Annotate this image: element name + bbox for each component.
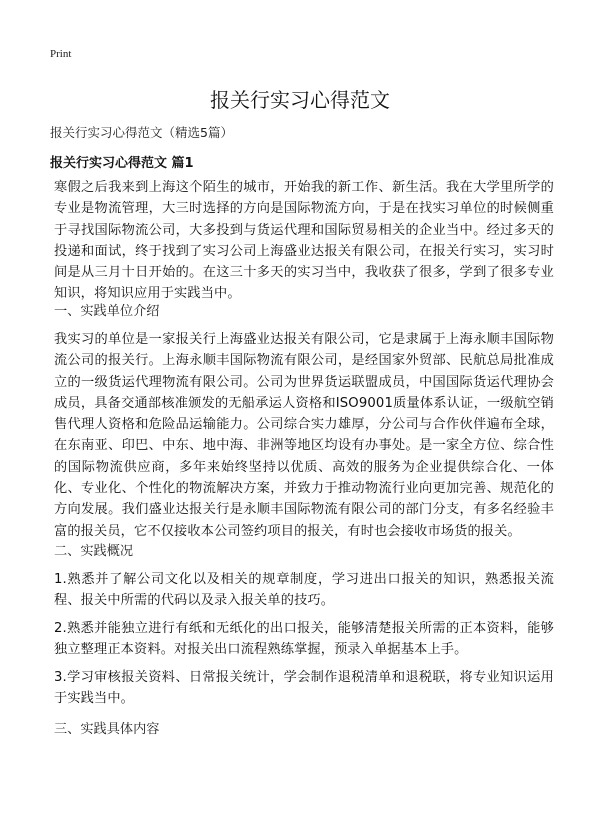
unit-intro-paragraph: 我实习的单位是一家报关行上海盛业达报关有限公司，它是隶属于上海永顺丰国际物流公司的报关行。上海永顺丰国际物流有限公司，是经国家外贸部、民航总局批准成立的一级货运代理物流有限公司。公司为世界货运联盟成员，中国国际货运代理协会成员，具备交通部核准颁发的无船承运人资格和ISO9001质量体系认证，一级航空销售代理人资格和危险品运输能力。公司综合实力雄厚，分公司与合作伙伴遍布全球，在东南亚、印巴、中东、地中海、非洲等地区均设有办事处。是一家全方位、综合性的国际物流供应商，多年来始终坚持以优质、高效的服务为企业提供综合化、一体化、专业化、个性化的物流解决方案，并致力于推动物流行业向更加完善、规范化的方向发展。我们盛业达报关行是永顺丰国际物流有限公司的部门分支，有多名经验丰富的报关员，它不仅接收本公司签约项目的报关，有时也会接收市场货的报关。 — [54, 332, 554, 539]
document-subtitle: 报关行实习心得范文（精选5篇） — [50, 125, 233, 140]
intro-paragraph: 寒假之后我来到上海这个陌生的城市，开始我的新工作、新生活。我在大学里所学的专业是物流管理，大三时选择的方向是国际物流方向，于是在找实习单位的时候侧重于寻找国际物流公司，大多投到与货运代理和国际贸易相关的企业当中。经过多天的投递和面试，终于找到了实习公司上海盛业达报关有限公司，在报关行实习，实习时间是从三月十日开始的。在这三十多天的实习当中，我收获了很多，学到了很多专业知识，将知识应用于实践当中。 — [54, 180, 554, 302]
overview-item-2: 2.熟悉并能独立进行有纸和无纸化的出口报关，能够清楚报关所需的正本资料，能够独立整理正本资料。对报关出口流程熟练掌握，预录入单据基本上手。 — [54, 621, 554, 658]
document-title: 报关行实习心得范文 — [210, 88, 390, 112]
article-heading: 报关行实习心得范文 篇1 — [50, 156, 194, 171]
section-heading-details: 三、实践具体内容 — [54, 722, 160, 737]
overview-item-3: 3.学习审核报关资料、日常报关统计，学会制作退税清单和退税联，将专业知识运用于实践当中。 — [54, 670, 554, 707]
section-heading-overview: 二、实践概况 — [54, 544, 134, 559]
overview-item-1: 1.熟悉并了解公司文化以及相关的规章制度，学习进出口报关的知识，熟悉报关流程、报关中所需的代码以及录入报关单的技巧。 — [54, 572, 554, 609]
print-label: Print — [50, 48, 72, 60]
section-heading-unit-intro: 一、实践单位介绍 — [54, 304, 160, 319]
